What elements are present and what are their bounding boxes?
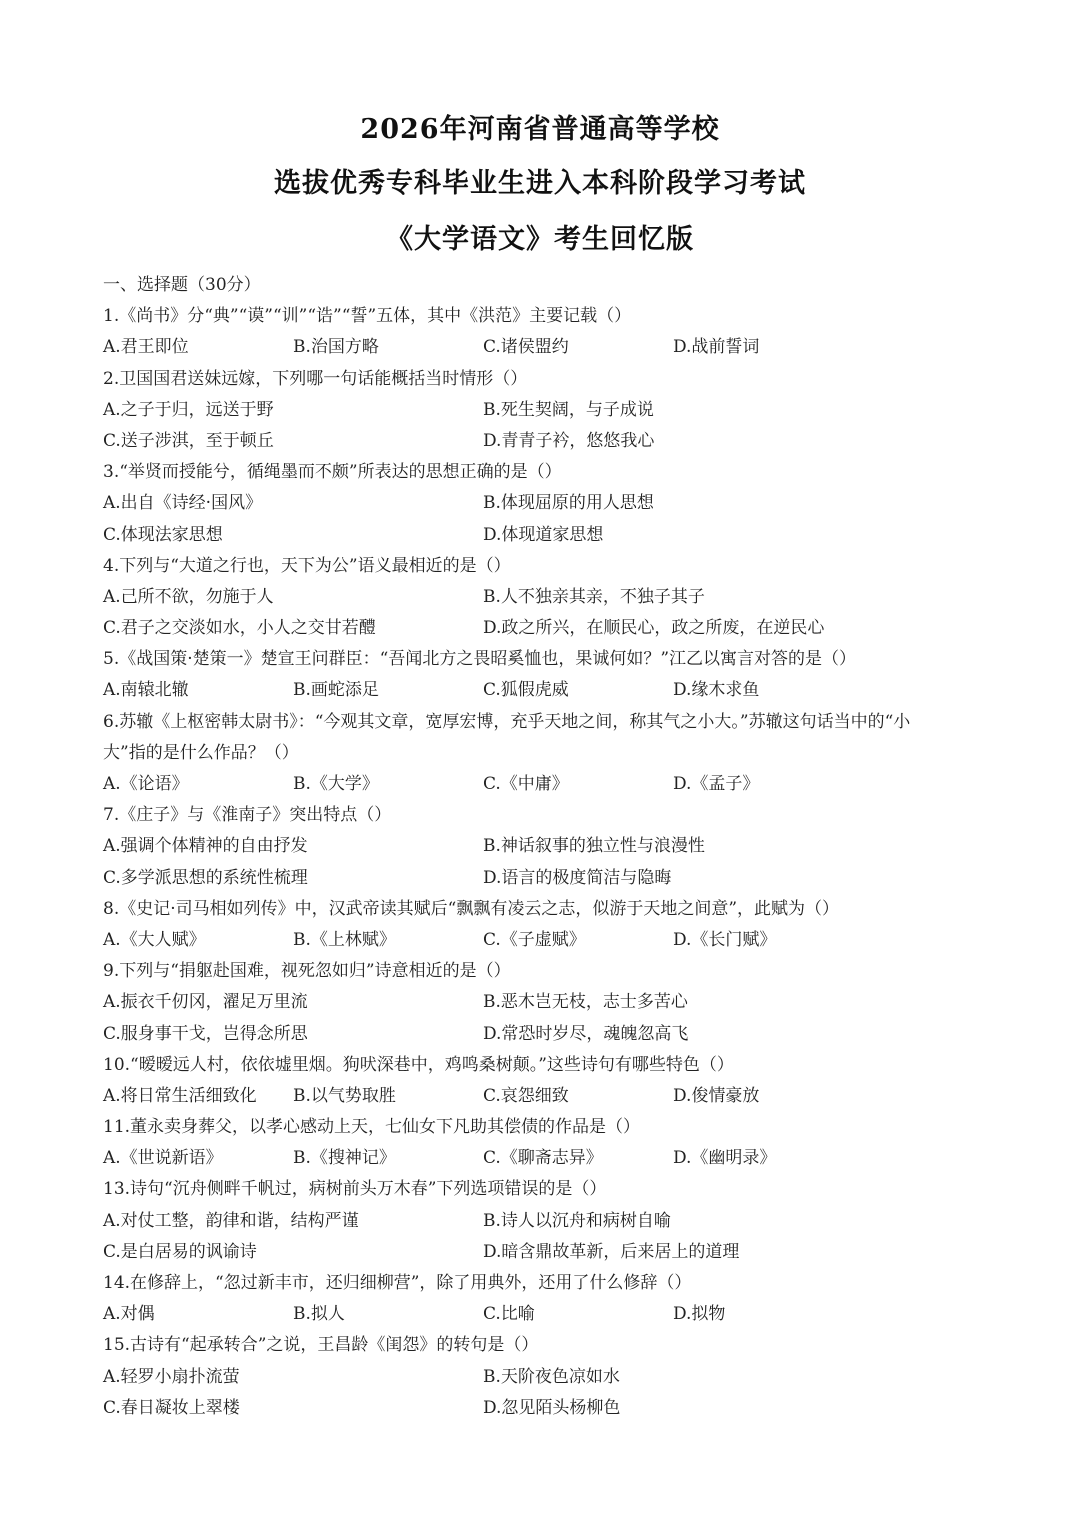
option-row [103,675,1038,706]
option-a: A.《论语》 [103,774,189,794]
section-heading: 一、选择题（30分） [103,275,261,295]
option-b: B.拟人 [293,1304,345,1325]
option-c: C.哀怨细致 [483,1085,569,1106]
option-b: B.诗人以沉舟和病树自喻 [483,1210,671,1231]
option-b: B.人不独亲其亲，不独子其子 [483,586,705,607]
option-d: D.《长门赋》 [673,929,777,950]
option-row [103,395,1038,426]
question-stem: 11.董永卖身葬父，以孝心感动上天，七仙女下凡助其偿债的作品是（） [103,1117,641,1138]
option-c: C.体现法家思想 [103,524,223,545]
option-b: B.《大学》 [293,774,379,794]
option-row [103,863,1038,894]
option-row [103,1019,1038,1050]
option-d: D.暗含鼎故革新，后来居上的道理 [483,1241,740,1262]
option-a: A.出自《诗经·国风》 [103,493,263,514]
option-row [103,1206,1038,1237]
option-b: B.神话叙事的独立性与浪漫性 [483,836,705,857]
exam-title-line-3: 《大学语文》考生回忆版 [386,224,694,255]
option-d: D.忽见陌头杨柳色 [483,1397,621,1418]
option-a: A.对仗工整，韵律和谐，结构严谨 [103,1210,359,1231]
option-a: A.对偶 [103,1304,155,1325]
question-stem: 9.下列与“捐躯赴国难，视死忽如归”诗意相近的是（） [103,961,511,982]
option-row [103,582,1038,613]
option-c: C.送子涉淇，至于顿丘 [103,430,274,451]
option-row [103,332,1038,363]
option-a: A.强调个体精神的自由抒发 [103,836,308,857]
option-d: D.俊情豪放 [673,1085,760,1106]
exam-body [103,270,1038,1424]
option-d: D.《幽明录》 [673,1148,777,1169]
option-a: A.《世说新语》 [103,1148,223,1169]
question-stem: 1.《尚书》分“典”“谟”“训”“诰”“誓”五体，其中《洪范》主要记载（） [103,306,632,327]
option-a: A.南辕北辙 [103,680,189,701]
option-a: A.《大人赋》 [103,929,206,950]
question-stem: 15.古诗有“起承转合”之说，王昌龄《闺怨》的转句是（） [103,1335,539,1356]
option-row [103,426,1038,457]
question-stem: 4.下列与“大道之行也，天下为公”语义最相近的是（） [103,555,511,576]
question-stem: 3.“举贤而授能兮，循绳墨而不颇”所表达的思想正确的是（） [103,462,562,483]
option-d: D.语言的极度简洁与隐晦 [483,867,672,888]
option-a: A.之子于归，远送于野 [103,399,274,420]
option-row [103,1237,1038,1268]
option-d: D.战前誓词 [673,337,760,358]
option-c: C.诸侯盟约 [483,337,569,358]
option-b: B.恶木岂无枝，志士多苦心 [483,992,688,1013]
option-b: B.治国方略 [293,337,379,358]
option-row [103,831,1038,862]
option-row [103,1081,1038,1112]
option-row [103,488,1038,519]
option-row [103,925,1038,956]
option-c: C.《聊斋志异》 [483,1148,603,1169]
option-d: D.青青子衿，悠悠我心 [483,430,655,451]
option-b: B.体现屈原的用人思想 [483,493,654,514]
option-d: D.政之所兴，在顺民心，政之所废，在逆民心 [483,618,825,639]
option-a: A.轻罗小扇扑流萤 [103,1366,240,1387]
option-c: C.服身事干戈，岂得念所思 [103,1023,308,1044]
option-row [103,520,1038,551]
exam-title-line-1: 2026年河南省普通高等学校 [360,114,720,145]
option-row [103,987,1038,1018]
question-stem: 5.《战国策·楚策一》楚宣王问群臣：“吾闻北方之畏昭奚恤也，果诚何如？”江乙以寓言对答的是（） [103,649,857,670]
option-row [103,1362,1038,1393]
option-b: B.天阶夜色凉如水 [483,1366,620,1387]
option-b: B.以气势取胜 [293,1085,396,1106]
option-row [103,613,1038,644]
option-b: B.死生契阔，与子成说 [483,399,654,420]
exam-header [0,104,1080,268]
question-stem: 14.在修辞上，“忽过新丰市，还归细柳营”，除了用典外，还用了什么修辞（） [103,1273,692,1293]
option-c: C.《子虚赋》 [483,929,586,950]
option-row [103,1393,1038,1424]
option-c: C.比喻 [483,1304,535,1325]
option-d: D.拟物 [673,1304,726,1325]
option-row [103,1299,1038,1330]
question-stem: 7.《庄子》与《淮南子》突出特点（） [103,805,392,826]
question-stem: 2.卫国国君送妹远嫁，下列哪一句话能概括当时情形（） [103,368,528,389]
option-c: C.春日凝妆上翠楼 [103,1397,240,1418]
option-row [103,1143,1038,1174]
option-a: A.君王即位 [103,337,189,358]
question-stem: 13.诗句“沉舟侧畔千帆过，病树前头万木春”下列选项错误的是（） [103,1179,607,1200]
option-c: C.君子之交淡如水，小人之交甘若醴 [103,618,376,639]
option-a: A.振衣千仞冈，濯足万里流 [103,992,308,1013]
option-c: C.是白居易的讽谕诗 [103,1241,257,1262]
option-d: D.体现道家思想 [483,524,604,545]
option-d: D.常恐时岁尽，魂魄忽高飞 [483,1023,689,1044]
option-b: B.画蛇添足 [293,680,379,701]
option-row [103,769,1038,800]
option-b: B.《上林赋》 [293,929,396,950]
exam-title-line-2: 选拔优秀专科毕业生进入本科阶段学习考试 [274,168,806,199]
option-d: D.《孟子》 [673,774,760,794]
question-stem: 8.《史记·司马相如列传》中，汉武帝读其赋后“飘飘有凌云之志，似游于天地之间意”，此赋为（） [103,898,840,919]
option-c: C.狐假虎威 [483,680,569,701]
option-b: B.《搜神记》 [293,1148,396,1169]
option-a: A.己所不欲，勿施于人 [103,586,274,607]
option-a: A.将日常生活细致化 [103,1085,257,1106]
option-d: D.缘木求鱼 [673,680,760,701]
question-stem: 10.“暧暧远人村，依依墟里烟。狗吠深巷中，鸡鸣桑树颠。”这些诗句有哪些特色（） [103,1054,734,1075]
question-stem: 6.苏辙《上枢密韩太尉书》：“今观其文章，宽厚宏博，充乎天地之间，称其气之小大。”苏辙这句话当中的“小 [103,711,911,732]
question-stem-continued: 大”指的是什么作品？（） [103,742,299,763]
option-c: C.多学派思想的系统性梳理 [103,867,308,888]
option-c: C.《中庸》 [483,774,569,794]
